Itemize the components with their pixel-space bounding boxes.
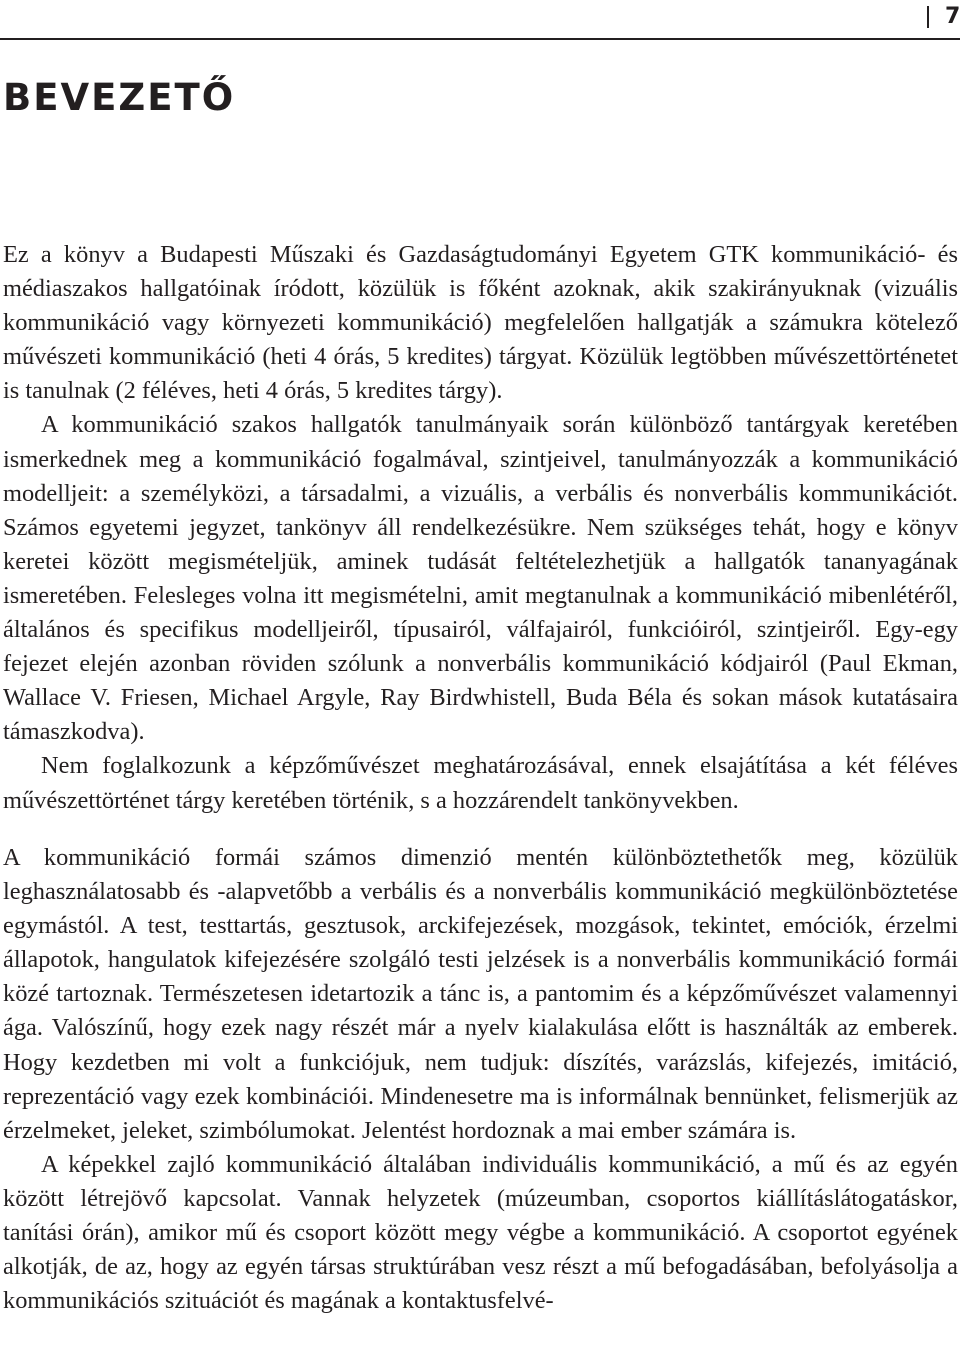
body-text-section-2 xyxy=(3,841,958,1318)
body-text-section-1 xyxy=(3,238,958,818)
paragraph: Ez a könyv a Budapesti Műszaki és Gazdaságtudományi Egyetem GTK kommunikáció- és médiaszakos hallgatóinak íródott, közülük is főként azoknak, akik szakirányuknak (vizuális kommunikáció vagy környezeti kommunikáció) megfelelően hallgatják a számukra kötelező művészeti kommunikáció (heti 4 órás, 5 kredites) tárgyat. Közülük legtöbben művészettörténetet is tanulnak (2 féléves, heti 4 órás, 5 kredites tárgy). xyxy=(3,241,958,405)
header-rule xyxy=(0,38,960,40)
paragraph: A képekkel zajló kommunikáció általában individuális kommunikáció, a mű és az egyén között létrejövő kapcsolat. Vannak helyzetek (múzeumban, csoportos kiállításlátogatáskor, tanítási órán), amikor mű és csoport között megy végbe a kommunikáció. A csoportot egyének alkotják, de az, hogy az egyén társas struktúrában vesz részt a mű befogadásában, befolyásolja a kommunikációs szituációt és magának a kontaktusfelvé- xyxy=(3,1150,958,1315)
page-number: 7 xyxy=(945,4,960,29)
paragraph: A kommunikáció formái számos dimenzió mentén különböztethetők meg, közülük leghasználatosabb és -alapvetőbb a verbális és a nonverbális kommunikáció megkülönböztetése egymástól. A test, testtartás, gesztusok, arckifejezések, mozgások, tekintet, emóciók, érzelmi állapotok, hangulatok kifejezésére szolgáló testi jelzések is a nonverbális kommunikáció formái közé tartoznak. Természetesen idetartozik a tánc is, a pantomim és a képzőművészet valamennyi ága. Valószínű, hogy ezek nagy részét már a nyelv kialakulása előtt is használták az emberek. Hogy kezdetben mi volt a funkciójuk, nem tudjuk: díszítés, varázslás, kifejezés, imitáció, reprezentáció vagy ezek kombinációi. Mindenesetre ma is informálnak bennünket, felismerjük az érzelmeket, jeleket, szimbólumokat. Jelentést hordoznak a mai ember számára is. xyxy=(3,844,958,1144)
chapter-title: BEVEZETŐ xyxy=(3,76,236,119)
paragraph: A kommunikáció szakos hallgatók tanulmányaik során különböző tantárgyak keretében ismerkednek meg a kommunikáció fogalmával, szintjeivel, tanulmányozzák a kommunikáció modelljeit: a személyközi, a társadalmi, a vizuális, a verbális és nonverbális kommunikációt. Számos egyetemi jegyzet, tankönyv áll rendelkezésükre. Nem szükséges tehát, hogy e könyv keretei között megismételjük, aminek tudását feltételezhetjük a hallgatók tananyagának ismeretében. Felesleges volna itt megismételni, amit megtanulnak a kommunikáció mibenlétéről, általános és specifikus modelljeiről, típusairól, válfajairól, funkcióiról, szintjeiről. Egy-egy fejezet elején azonban röviden szólunk a nonverbális kommunikáció kódjairól (Paul Ekman, Wallace V. Friesen, Michael Argyle, Ray Birdwhistell, Buda Béla és sokan mások kutatásaira támaszkodva). xyxy=(3,411,958,746)
paragraph: Nem foglalkozunk a képzőművészet meghatározásával, ennek elsajátítása a két féléves művészettörténet tárgy keretében történik, s a hozzárendelt tankönyvekben. xyxy=(3,752,958,814)
page-number-divider xyxy=(927,6,929,28)
